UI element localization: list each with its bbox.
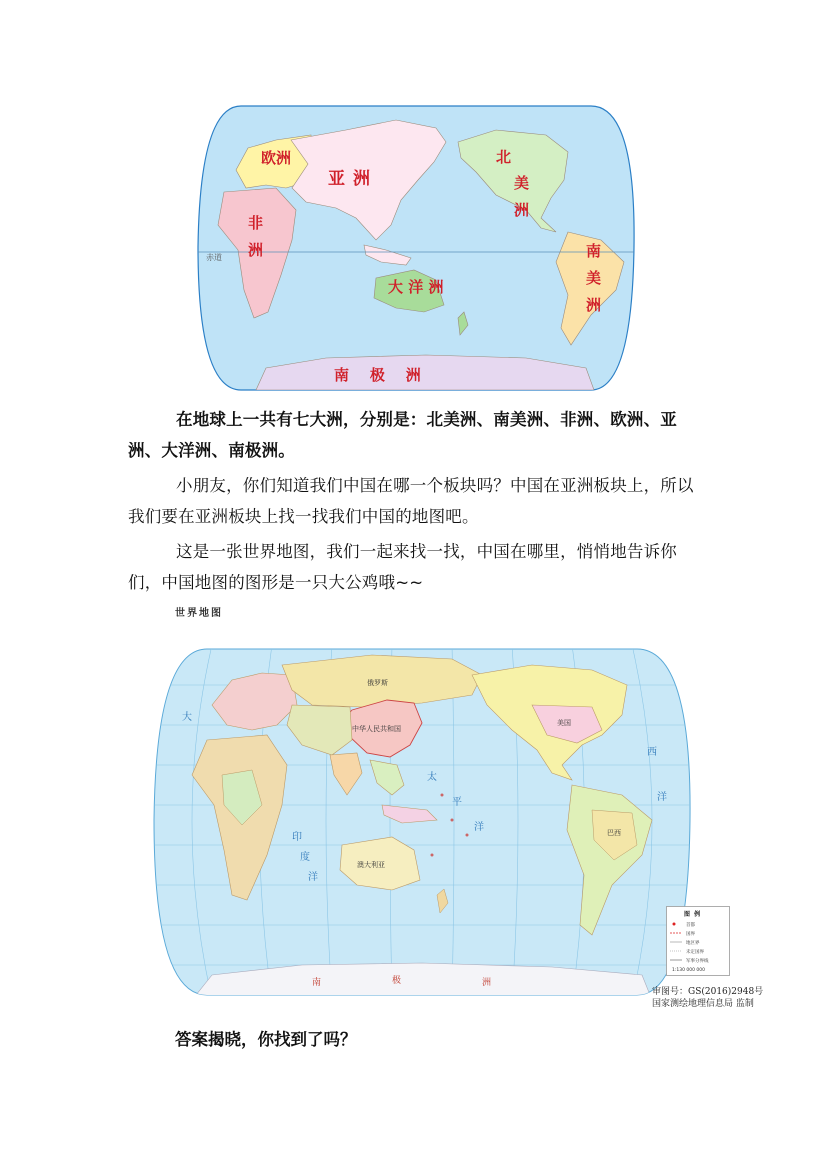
ocean-label-atlantic-3: 洋: [657, 792, 667, 803]
equator-label: 赤道: [206, 253, 222, 262]
ant-label-1: 南: [312, 978, 322, 988]
country-label-china: 中华人民共和国: [352, 725, 401, 733]
ocean-label-indian-2: 度: [300, 852, 310, 863]
map-legend: [666, 906, 730, 976]
ocean-label-atlantic-2: 西: [647, 747, 657, 758]
legend-item-1: 国界: [686, 932, 695, 937]
answer-reveal: 答案揭晓，你找到了吗？: [175, 1030, 357, 1049]
label-europe: 欧洲: [261, 149, 292, 167]
ocean-label-pacific-2: 平: [452, 797, 462, 808]
map-approval-note: [652, 986, 763, 1010]
ocean-label-indian-3: 洋: [308, 872, 318, 883]
ocean-label-atlantic-1: 大: [182, 712, 192, 723]
approval-number: 审图号：GS(2016)2948号: [652, 987, 764, 997]
legend-item-2: 地区界: [686, 941, 700, 946]
paragraph-find-china: 这是一张世界地图，我们一起来找一找，中国在哪里，悄悄地告诉你们，中国地图的图形是一只大公鸡哦~~: [128, 542, 677, 592]
legend-scale: 1:130 000 000: [672, 968, 706, 973]
paragraph-seven-continents: 在地球上一共有七大洲，分别是：北美洲、南美洲、非洲、欧洲、亚洲、大洋洲、南极洲。: [128, 410, 677, 460]
legend-item-0: 首都: [686, 923, 695, 928]
label-africa-2: 洲: [248, 241, 264, 259]
label-sa-1: 南: [586, 242, 602, 260]
label-sa-2: 美: [586, 269, 602, 287]
ant-label-3: 洲: [482, 978, 492, 988]
continent-map: [196, 100, 636, 395]
country-label-usa: 美国: [557, 719, 571, 727]
label-na-3: 洲: [514, 201, 530, 219]
country-label-russia: 俄罗斯: [367, 679, 388, 687]
paragraph-china-asia: 小朋友，你们知道我们中国在哪一个板块吗？中国在亚洲板块上，所以我们要在亚洲板块上找一找我们中国的地图吧。: [128, 476, 694, 526]
approval-agency: 国家测绘地理信息局 监制: [652, 999, 754, 1009]
label-sa-3: 洲: [586, 296, 602, 314]
label-asia: 亚洲: [328, 169, 378, 189]
country-label-australia: 澳大利亚: [357, 861, 385, 869]
country-label-brazil: 巴西: [607, 829, 621, 837]
world-political-map: [152, 645, 692, 1000]
world-map-title: 世界地图: [175, 608, 223, 619]
legend-item-3: 未定国界: [686, 950, 704, 955]
ocean-label-indian-1: 印: [292, 832, 302, 843]
label-na-2: 美: [514, 174, 530, 192]
legend-capital-icon: [673, 923, 676, 926]
label-antarctica: 南 极 洲: [334, 366, 421, 384]
legend-item-4: 军事分界线: [686, 959, 709, 964]
label-oceania: 大 洋 洲: [388, 278, 444, 296]
ocean-label-pacific-1: 太: [427, 772, 437, 783]
label-na-1: 北: [496, 148, 512, 166]
label-africa-1: 非: [248, 214, 264, 232]
ant-label-2: 极: [392, 976, 402, 986]
ocean-label-pacific-3: 洋: [474, 822, 484, 833]
legend-title: 图 例: [684, 911, 701, 918]
